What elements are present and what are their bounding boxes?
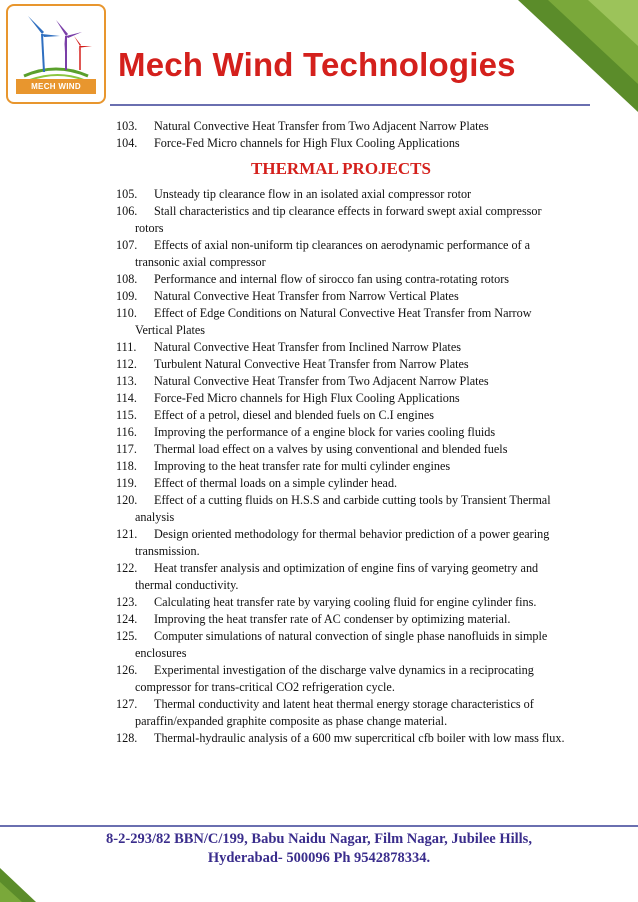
list-item xyxy=(116,594,566,611)
item-number: 124. xyxy=(116,612,138,626)
item-number: 103. xyxy=(116,119,138,133)
list-item xyxy=(116,186,566,203)
item-number: 109. xyxy=(116,289,138,303)
list-item xyxy=(116,662,566,696)
item-text: Improving the performance of a engine block for varies cooling fluids xyxy=(154,425,496,439)
item-text: Stall characteristics and tip clearance effects in forward swept axial compressor rotors xyxy=(135,204,542,235)
list-item xyxy=(116,135,566,152)
list-item xyxy=(116,475,566,492)
logo-label: MECH WIND xyxy=(16,79,96,94)
item-text: Effects of axial non-uniform tip clearances on aerodynamic performance of a transonic axial compressor xyxy=(135,238,531,269)
item-text: Effect of a petrol, diesel and blended fuels on C.I engines xyxy=(154,408,434,422)
item-number: 118. xyxy=(116,459,137,473)
page-header xyxy=(0,0,638,112)
list-item xyxy=(116,118,566,135)
item-text: Natural Convective Heat Transfer from Two Adjacent Narrow Plates xyxy=(154,374,489,388)
item-text: Calculating heat transfer rate by varying cooling fluid for engine cylinder fins. xyxy=(154,595,537,609)
footer-divider xyxy=(0,825,638,827)
item-text: Force-Fed Micro channels for High Flux Cooling Applications xyxy=(154,136,460,150)
list-item xyxy=(116,305,566,339)
item-number: 123. xyxy=(116,595,138,609)
list-item xyxy=(116,203,566,237)
list-item xyxy=(116,424,566,441)
item-text: Computer simulations of natural convection of single phase nanofluids in simple enclosures xyxy=(135,629,548,660)
footer-address-line-2: Hyderabad- 500096 Ph 9542878334. xyxy=(207,850,431,866)
list-item xyxy=(116,730,566,747)
item-number: 126. xyxy=(116,663,138,677)
item-number: 121. xyxy=(116,527,138,541)
item-text: Effect of a cutting fluids on H.S.S and carbide cutting tools by Transient Thermal analysis xyxy=(135,493,551,524)
item-text: Effect of thermal loads on a simple cylinder head. xyxy=(154,476,398,490)
list-item xyxy=(116,271,566,288)
item-text: Thermal load effect on a valves by using conventional and blended fuels xyxy=(154,442,508,456)
list-item xyxy=(116,560,566,594)
item-number: 106. xyxy=(116,204,138,218)
item-text: Force-Fed Micro channels for High Flux Cooling Applications xyxy=(154,391,460,405)
footer-address xyxy=(0,830,638,868)
item-number: 116. xyxy=(116,425,137,439)
item-text: Performance and internal flow of sirocco fan using contra-rotating rotors xyxy=(154,272,510,286)
footer-address-line-1: 8-2-293/82 BBN/C/199, Babu Naidu Nagar, Film Nagar, Jubilee Hills, xyxy=(106,831,532,847)
company-logo xyxy=(6,4,106,104)
item-text: Unsteady tip clearance flow in an isolated axial compressor rotor xyxy=(154,187,472,201)
item-number: 117. xyxy=(116,442,137,456)
brand-title: Mech Wind Technologies xyxy=(118,46,516,83)
item-number: 111. xyxy=(116,340,137,354)
corner-decoration-top-right xyxy=(518,0,638,112)
item-number: 122. xyxy=(116,561,138,575)
list-item xyxy=(116,288,566,305)
list-item xyxy=(116,628,566,662)
item-text: Improving to the heat transfer rate for multi cylinder engines xyxy=(154,459,451,473)
item-text: Natural Convective Heat Transfer from Inclined Narrow Plates xyxy=(154,340,461,354)
list-item xyxy=(116,390,566,407)
list-item xyxy=(116,373,566,390)
item-text: Thermal-hydraulic analysis of a 600 mw supercritical cfb boiler with low mass flux. xyxy=(154,731,565,745)
item-number: 127. xyxy=(116,697,138,711)
item-number: 128. xyxy=(116,731,138,745)
section-heading: THERMAL PROJECTS xyxy=(251,159,431,178)
item-text: Thermal conductivity and latent heat thermal energy storage characteristics of paraffin/expanded graphite composite as phase change material. xyxy=(135,697,534,728)
list-item xyxy=(116,458,566,475)
list-item xyxy=(116,237,566,271)
item-number: 105. xyxy=(116,187,138,201)
list-item xyxy=(116,356,566,373)
item-number: 107. xyxy=(116,238,138,252)
item-text: Experimental investigation of the discharge valve dynamics in a reciprocating compressor for trans-critical CO2 refrigeration cycle. xyxy=(135,663,534,694)
item-text: Heat transfer analysis and optimization of engine fins of varying geometry and thermal conductivity. xyxy=(135,561,539,592)
list-item xyxy=(116,407,566,424)
item-text: Effect of Edge Conditions on Natural Convective Heat Transfer from Narrow Vertical Plates xyxy=(135,306,532,337)
list-item xyxy=(116,696,566,730)
item-number: 110. xyxy=(116,306,137,320)
list-item xyxy=(116,441,566,458)
item-text: Natural Convective Heat Transfer from Two Adjacent Narrow Plates xyxy=(154,119,489,133)
item-number: 104. xyxy=(116,136,138,150)
item-number: 114. xyxy=(116,391,137,405)
item-number: 112. xyxy=(116,357,137,371)
item-number: 113. xyxy=(116,374,137,388)
item-text: Design oriented methodology for thermal behavior prediction of a power gearing transmission. xyxy=(135,527,550,558)
list-item xyxy=(116,492,566,526)
project-list xyxy=(116,118,566,747)
item-number: 115. xyxy=(116,408,137,422)
item-text: Improving the heat transfer rate of AC condenser by optimizing material. xyxy=(154,612,511,626)
list-item xyxy=(116,526,566,560)
list-item xyxy=(116,339,566,356)
item-number: 119. xyxy=(116,476,137,490)
item-number: 108. xyxy=(116,272,138,286)
item-number: 125. xyxy=(116,629,138,643)
list-item xyxy=(116,611,566,628)
item-text: Turbulent Natural Convective Heat Transfer from Narrow Plates xyxy=(154,357,469,371)
item-text: Natural Convective Heat Transfer from Narrow Vertical Plates xyxy=(154,289,459,303)
corner-decoration-bottom-left xyxy=(0,868,36,902)
item-number: 120. xyxy=(116,493,138,507)
